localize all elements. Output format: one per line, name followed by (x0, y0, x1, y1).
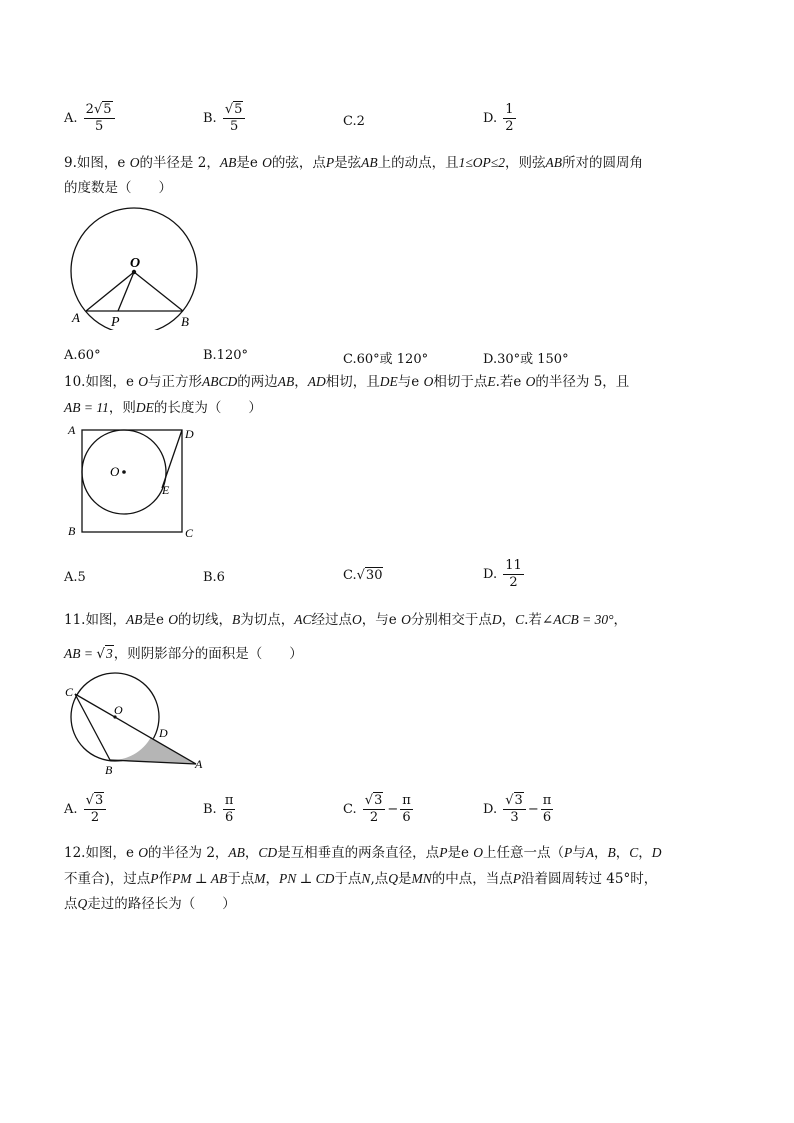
numerator: π (224, 793, 234, 808)
q10-stem-line1: 10.如图，e O与正方形ABCD的两边AB，AD相切，且DE与e O相切于点E.若e O的半径为 5，且 (64, 374, 630, 390)
denominator: 5 (229, 119, 239, 134)
q9-stem-line2: 的度数是（ ） (64, 180, 172, 196)
tangent-de (162, 430, 182, 488)
label-d: D (159, 726, 168, 740)
circle-symbol: e (411, 374, 420, 390)
label-b: B (68, 524, 76, 538)
denominator: 6 (402, 810, 411, 825)
q10-stem-line2: AB = 11，则DE的长度为（ ） (64, 400, 262, 416)
label-o: O (114, 703, 123, 717)
minus-sign: − (387, 802, 399, 817)
square-abcd (82, 430, 182, 532)
fraction (223, 102, 246, 135)
sqrt: √3 (96, 646, 113, 662)
option-label: C. (343, 568, 357, 583)
circle-symbol: e (388, 612, 397, 628)
fraction (363, 793, 386, 826)
q11-option-a (64, 793, 108, 826)
q12-stem-line1: 12.如图，e O的半径为 2，AB，CD是互相垂直的两条直径，点P是e O上任意一点（P与A，B，C，D (64, 845, 662, 861)
option-label: D. (483, 802, 498, 817)
fraction (400, 793, 413, 826)
q9-stem-line1: 9.如图，e O的半径是 2，AB是e O的弦，点P是弦AB上的动点，且1≤OP≤2，则弦AB所对的圆周角 (64, 155, 643, 171)
denominator: 2 (505, 119, 514, 134)
segment-oa (86, 272, 134, 311)
label-b: B (181, 314, 189, 329)
denominator: 6 (224, 810, 234, 825)
center-dot (122, 470, 126, 474)
option-label: C. (343, 802, 357, 817)
option-label: D. (483, 567, 498, 582)
label-e: E (162, 483, 170, 497)
fraction (503, 558, 524, 591)
circle-symbol: e (460, 845, 469, 861)
denominator: 2 (90, 810, 100, 825)
q8-option-a (64, 102, 117, 135)
label-c: C (65, 685, 74, 699)
sqrt: √5 (93, 102, 112, 117)
perpendicular-expression: PM ⊥ AB (172, 871, 228, 886)
radicand: 3 (374, 793, 383, 808)
q9-option-d: D.30°或 150° (483, 352, 569, 367)
circle-symbol: e (155, 612, 164, 628)
label-a: A (195, 757, 203, 771)
q10-option-c (343, 568, 383, 583)
q12-stem-line2: 不重合)，过点P作PM ⊥ AB于点M，PN ⊥ CD于点N,点Q是MN的中点，当点P沿着圆周转过 45°时， (64, 871, 658, 887)
q9-option-b: B.120° (203, 348, 248, 363)
option-label: A. (64, 802, 78, 817)
label-c: C (185, 526, 194, 540)
fraction (84, 102, 115, 135)
radicand: 3 (94, 793, 104, 808)
label-a: A (72, 310, 80, 325)
label-b: B (105, 763, 113, 777)
radicand: 30 (365, 568, 383, 583)
q9-option-c: C.60°或 120° (343, 352, 429, 367)
denominator: 5 (94, 119, 104, 134)
label-d: D (185, 427, 194, 441)
q11-option-c (343, 793, 415, 826)
segment-ob (134, 272, 183, 311)
q10-option-a: A.5 (64, 570, 86, 585)
q11-stem-line1: 11.如图，AB是e O的切线，B为切点，AC经过点O，与e O分别相交于点D，C.若∠ACB = 30°， (64, 612, 627, 628)
inequality: 1≤OP≤2 (458, 155, 505, 170)
radicand: 3 (514, 793, 523, 808)
label-p: P (111, 315, 120, 330)
numerator: 11 (505, 558, 522, 573)
circle-symbol: e (513, 374, 522, 390)
sqrt: √3 (85, 793, 104, 808)
q11-stem-line2: AB = √3，则阴影部分的面积是（ ） (64, 646, 303, 662)
option-label: D. (483, 111, 498, 126)
denominator: 3 (510, 810, 519, 825)
radicand: 3 (105, 646, 113, 661)
q10-option-b: B.6 (203, 570, 225, 585)
fraction (223, 793, 236, 826)
equation: AB = 11 (64, 400, 109, 415)
circle-symbol: e (125, 374, 134, 390)
fraction (503, 793, 526, 826)
denominator: 6 (542, 810, 552, 825)
sqrt: √5 (224, 102, 243, 117)
q10-figure (64, 422, 204, 544)
circle-symbol: e (125, 845, 134, 861)
q8-option-c: C.2 (343, 114, 365, 129)
radicand: 5 (234, 102, 243, 117)
label-o: O (110, 464, 120, 479)
sqrt: √3 (505, 793, 523, 808)
q8-option-b (203, 102, 247, 135)
q12-stem-line3: 点Q走过的路径长为（ ） (64, 896, 236, 912)
perpendicular-expression: PN ⊥ CD (278, 871, 335, 886)
label-o: O (130, 256, 141, 271)
q11-option-d (483, 793, 555, 826)
coef: 2 (85, 102, 94, 117)
q10-option-d (483, 558, 526, 591)
denominator: 2 (369, 810, 379, 825)
option-label: B. (203, 111, 217, 126)
q11-option-b (203, 793, 237, 826)
numerator: π (542, 793, 552, 808)
q9-option-a: A.60° (64, 348, 101, 363)
numerator: 1 (505, 102, 514, 117)
q11-figure (62, 672, 212, 782)
fraction (84, 793, 107, 826)
option-label: B. (203, 802, 217, 817)
numerator: π (402, 793, 411, 808)
sqrt: √3 (364, 793, 383, 808)
radicand: 5 (103, 102, 112, 117)
sqrt: √30 (356, 568, 383, 583)
circle-symbol: e (117, 155, 126, 171)
fraction (541, 793, 554, 826)
circle-symbol: e (249, 155, 258, 171)
fraction (503, 102, 515, 135)
label-a: A (68, 423, 76, 437)
q8-option-d (483, 102, 518, 135)
angle-expression: ∠ACB = 30° (541, 612, 614, 627)
q9-figure (62, 205, 212, 330)
minus-sign: − (527, 802, 539, 817)
denominator: 2 (509, 575, 518, 590)
option-label: A. (64, 111, 78, 126)
